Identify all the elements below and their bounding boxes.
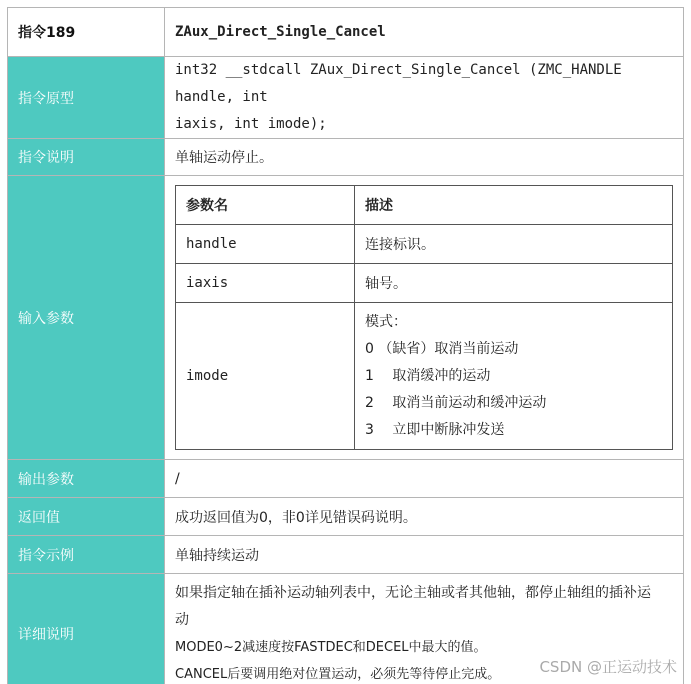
params-table: [175, 185, 673, 450]
prototype-row: [8, 57, 684, 139]
param-name: handle: [176, 225, 355, 264]
mode-line: 0 （缺省）取消当前运动: [365, 340, 519, 357]
header-row: [8, 8, 684, 57]
param-row: [176, 225, 673, 264]
mode-line: 1 取消缓冲的运动: [365, 367, 491, 384]
watermark: CSDN @正运动技术: [539, 658, 677, 676]
params-header-row: [176, 186, 673, 225]
command-name: ZAux_Direct_Single_Cancel: [165, 8, 684, 57]
prototype-line: iaxis, int imode);: [175, 116, 327, 132]
description-label: 指令说明: [8, 139, 165, 176]
param-row: [176, 303, 673, 450]
param-name-header: 参数名: [176, 186, 355, 225]
output-params-row: [8, 460, 684, 498]
example-label: 指令示例: [8, 536, 165, 574]
details-line: MODE0~2减速度按FASTDEC和DECEL中最大的值。: [175, 639, 487, 655]
input-params-row: [8, 176, 684, 460]
return-value-row: [8, 498, 684, 536]
output-params-value: /: [165, 460, 684, 498]
command-number-label: 指令189: [8, 8, 165, 57]
prototype-label: 指令原型: [8, 57, 165, 139]
prototype-line: int32 __stdcall ZAux_Direct_Single_Cancel (ZMC_HANDLE handle, int: [175, 62, 622, 105]
details-line: 如果指定轴在插补运动轴列表中，无论主轴或者其他轴，都停止轴组的插补运: [175, 584, 651, 601]
details-line: 动: [175, 611, 189, 628]
param-name: imode: [176, 303, 355, 450]
description-row: [8, 139, 684, 176]
param-desc-header: 描述: [355, 186, 673, 225]
return-value-label: 返回值: [8, 498, 165, 536]
param-desc: 连接标识。: [355, 225, 673, 264]
param-desc: [355, 303, 673, 450]
details-line: CANCEL后要调用绝对位置运动，必须先等待停止完成。: [175, 666, 501, 682]
param-row: [176, 264, 673, 303]
mode-line: 模式：: [365, 313, 407, 330]
output-params-label: 输出参数: [8, 460, 165, 498]
api-doc-table: [7, 7, 684, 684]
example-value: 单轴持续运动: [165, 536, 684, 574]
mode-line: 2 取消当前运动和缓冲运动: [365, 394, 547, 411]
param-name: iaxis: [176, 264, 355, 303]
input-params-cell: [165, 176, 684, 460]
details-label: 详细说明: [8, 574, 165, 684]
input-params-label: 输入参数: [8, 176, 165, 460]
prototype-value: [165, 57, 684, 139]
mode-line: 3 立即中断脉冲发送: [365, 421, 505, 438]
param-desc: 轴号。: [355, 264, 673, 303]
description-value: 单轴运动停止。: [165, 139, 684, 176]
example-row: [8, 536, 684, 574]
return-value-value: 成功返回值为0，非0详见错误码说明。: [165, 498, 684, 536]
